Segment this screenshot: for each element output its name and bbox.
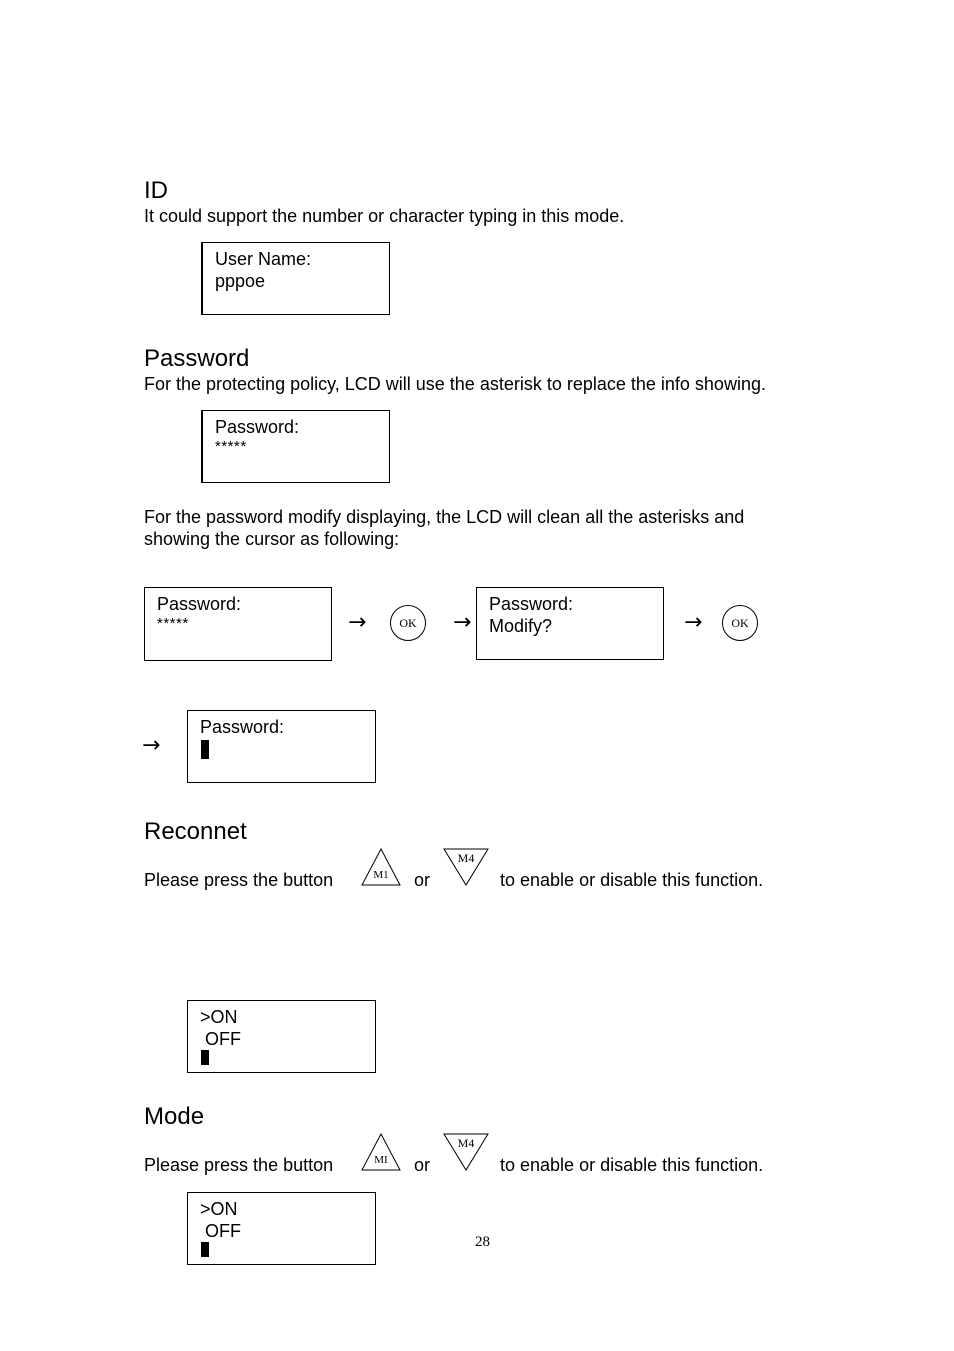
lcd-option-on: >ON [200, 1199, 238, 1219]
lcd-flow-modify [476, 587, 664, 660]
section-title-mode: Mode [144, 1103, 205, 1130]
m1-label: M1 [373, 869, 389, 881]
lcd-flow-password [144, 587, 332, 661]
section-title-password: Password [144, 345, 250, 372]
lcd-option-off: OFF [200, 1221, 241, 1241]
reconnet-text-before: Please press the button [144, 870, 334, 890]
right-arrow-icon: → [348, 610, 367, 635]
m4-down-button-icon [443, 848, 489, 886]
lcd-cursor [201, 740, 209, 759]
lcd-line: Password: [200, 717, 285, 737]
mode-text-before: Please press the button [144, 1155, 334, 1175]
lcd-line: Modify? [489, 616, 553, 636]
section-title-id: ID [144, 177, 168, 204]
mode-text-after: to enable or disable this function. [500, 1155, 764, 1175]
password-modify-text-2: showing the cursor as following: [144, 529, 400, 549]
password-description: For the protecting policy, LCD will use the asterisk to replace the info showing. [144, 374, 766, 394]
right-arrow-icon: → [453, 610, 472, 635]
right-arrow-icon: → [684, 610, 703, 635]
m1-up-button-icon [361, 1133, 401, 1171]
lcd-flow-cursor [187, 710, 376, 783]
lcd-asterisks: ***** [215, 438, 247, 455]
m4-down-button-icon [443, 1133, 489, 1171]
lcd-option-off: OFF [200, 1029, 241, 1049]
lcd-reconnet [187, 1000, 376, 1073]
section-title-reconnet: Reconnet [144, 818, 247, 845]
lcd-cursor [201, 1050, 209, 1065]
lcd-line: User Name: [215, 249, 312, 269]
reconnet-text-or: or [414, 870, 431, 890]
id-description: It could support the number or character typing in this mode. [144, 206, 625, 226]
password-modify-text-1: For the password modify displaying, the LCD will clean all the asterisks and [144, 507, 745, 527]
m4-label: M4 [457, 1136, 475, 1150]
mode-text-or: or [414, 1155, 431, 1175]
lcd-line: Password: [157, 594, 242, 614]
lcd-mode [187, 1192, 376, 1265]
lcd-password [201, 410, 390, 483]
lcd-line: Password: [215, 417, 300, 437]
lcd-line: Password: [489, 594, 574, 614]
ok-button-icon: OK [722, 605, 758, 641]
m1-up-button-icon [361, 848, 401, 886]
page-number: 28 [475, 1234, 490, 1250]
m1-label: MI [374, 1154, 388, 1166]
lcd-cursor [201, 1242, 209, 1257]
lcd-line: pppoe [215, 271, 266, 291]
reconnet-text-after: to enable or disable this function. [500, 870, 764, 890]
ok-button-icon: OK [390, 605, 426, 641]
lcd-user-name [201, 242, 390, 315]
lcd-option-on: >ON [200, 1007, 238, 1027]
m4-label: M4 [457, 851, 475, 865]
right-arrow-icon: → [142, 733, 161, 758]
lcd-asterisks: ***** [157, 615, 189, 632]
